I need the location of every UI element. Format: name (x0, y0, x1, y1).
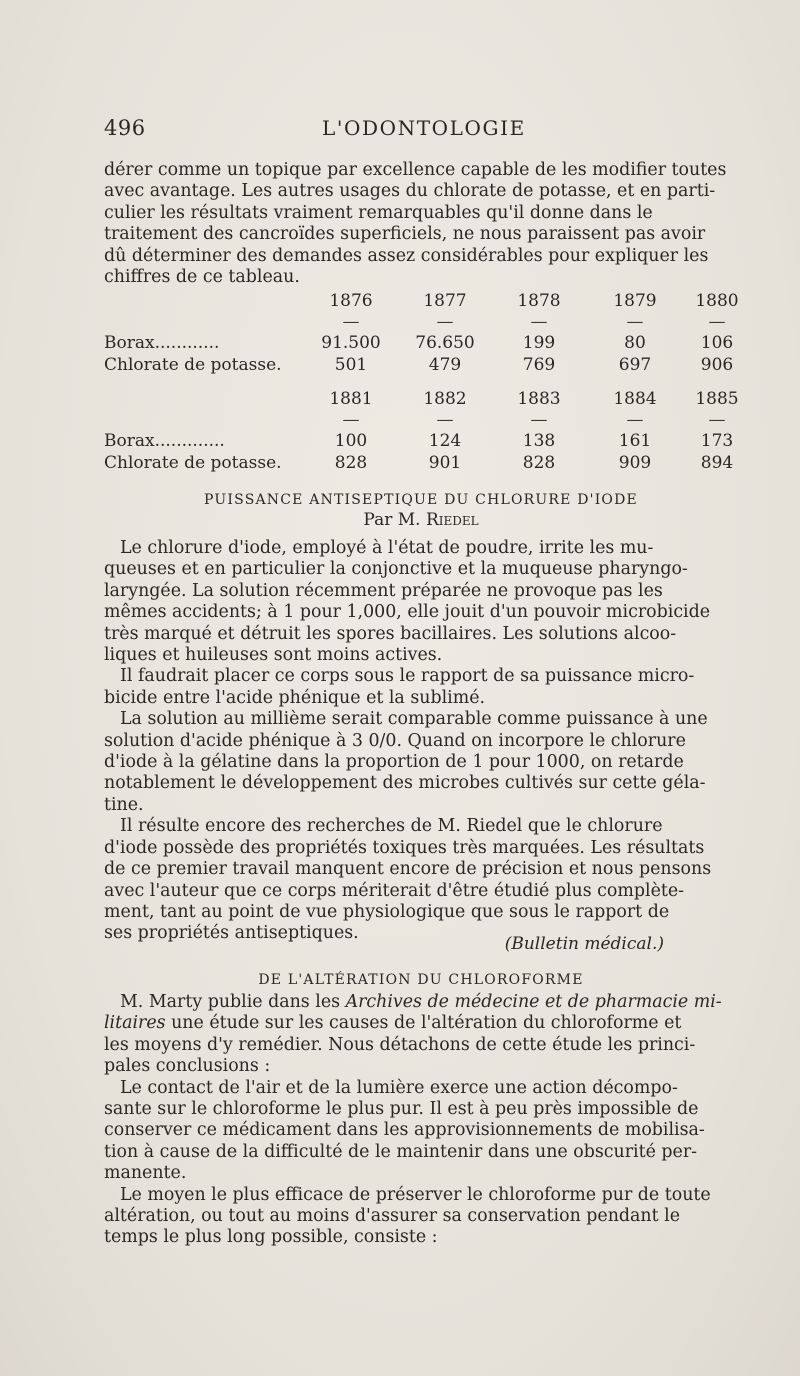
table-row (104, 332, 738, 354)
text-line: culier les résultats vraiment remarquables qu'il donne dans le (104, 202, 653, 223)
dash: — (342, 410, 360, 430)
year-header: 1884 (613, 389, 657, 409)
table-cell: 173 (700, 431, 734, 451)
dash-row (104, 410, 738, 430)
table-cell: 697 (618, 355, 652, 375)
table-cell: 828 (522, 453, 556, 473)
dash: — (708, 410, 726, 430)
table-cell: 479 (428, 355, 462, 375)
dash: — (436, 312, 454, 332)
year-header: 1885 (695, 389, 739, 409)
row-label: Chlorate de potasse. (104, 453, 282, 473)
year-header: 1879 (613, 291, 657, 311)
text-line: Le chlorure d'iode, employé à l'état de poudre, irrite les mu- (120, 538, 654, 558)
text-line: dû déterminer des demandes assez considérables pour expliquer les (104, 245, 709, 266)
journal-title: Archives de médecine et de pharmacie mi- (345, 992, 722, 1012)
section-title-chloroforme: DE L'ALTÉRATION DU CHLOROFORME (258, 972, 584, 988)
dash: — (626, 410, 644, 430)
text-line: laryngée. La solution récemment préparée ne provoque pas les (104, 580, 663, 601)
dash: — (436, 410, 454, 430)
table-cell: 80 (624, 333, 646, 353)
running-title: L'ODONTOLOGIE (322, 116, 526, 140)
text-line: d'iode possède des propriétés toxiques très marquées. Les résultats (104, 837, 705, 858)
text-line: manente. (104, 1163, 187, 1184)
table-cell: 106 (700, 333, 734, 353)
table-cell: 501 (334, 355, 368, 375)
text-line: chiffres de ce tableau. (104, 267, 300, 288)
text-line (104, 1013, 738, 1034)
journal-title-cont: litaires (104, 1013, 166, 1034)
text-line: notablement le développement des microbes cultivés sur cette géla- (104, 773, 706, 794)
text-line: temps le plus long possible, consiste : (104, 1227, 438, 1248)
text-line: les moyens d'y remédier. Nous détachons de cette étude les princi- (104, 1034, 696, 1055)
text-line: très marqué et détruit les spores bacillaires. Les solutions alcoo- (104, 623, 677, 644)
section1-body (104, 538, 738, 945)
table-header-row (104, 388, 738, 410)
year-header: 1883 (517, 389, 561, 409)
text-line: ses propriétés antiseptiques. (104, 923, 359, 944)
table-row (104, 452, 738, 474)
text-line: de ce premier travail manquent encore de précision et nous pensons (104, 859, 712, 880)
text-line: solution d'acide phénique à 3 0/0. Quand on incorpore le chlorure (104, 730, 686, 751)
text-line: ment, tant au point de vue physiologique que sous le rapport de (104, 901, 670, 922)
dash: — (530, 312, 548, 332)
year-header: 1876 (329, 291, 373, 311)
text-line: liques et huileuses sont moins actives. (104, 645, 443, 666)
text-line: pales conclusions : (104, 1056, 271, 1077)
table-cell: 901 (428, 453, 462, 473)
table-cell: 828 (334, 453, 368, 473)
table-cell: 909 (618, 453, 652, 473)
table-cell: 100 (334, 431, 368, 451)
text-line: La solution au millième serait comparable comme puissance à une (120, 709, 708, 730)
table-cell: 76.650 (415, 333, 475, 353)
table-cell: 91.500 (321, 333, 381, 353)
text-line: altération, ou tout au moins d'assurer sa conservation pendant le (104, 1206, 680, 1227)
text-line: d'iode à la gélatine dans la proportion de 1 pour 1000, on retarde (104, 752, 684, 773)
table-cell: 894 (700, 453, 734, 473)
text-line: tion à cause de la difficulté de le maintenir dans une obscurité per- (104, 1141, 698, 1162)
text-line: conserver ce médicament dans les approvisionnements de mobilisa- (104, 1120, 705, 1141)
section2-body (104, 992, 738, 1249)
intro-paragraph (104, 160, 738, 288)
text-line: sante sur le chloroforme le plus pur. Il est à peu près impossible de (104, 1099, 699, 1120)
table-cell: 138 (522, 431, 556, 451)
intro-rest: une étude sur les causes de l'altération du chloroforme et (165, 1013, 682, 1034)
text-line: mêmes accidents; à 1 pour 1,000, elle jouit d'un pouvoir microbicide (104, 602, 711, 623)
table-cell: 199 (522, 333, 556, 353)
year-header: 1882 (423, 389, 467, 409)
table-cell: 124 (428, 431, 462, 451)
section-title-chlorure-iode: PUISSANCE ANTISEPTIQUE DU CHLORURE D'IODE (204, 492, 638, 508)
text-line: avec l'auteur que ce corps mériterait d'être étudié plus complète- (104, 880, 685, 901)
text-line: dérer comme un topique par excellence capable de les modifier toutes (104, 160, 727, 180)
sales-table-1881-1885 (104, 388, 738, 474)
text-line: tine. (104, 794, 144, 815)
text-line: avec avantage. Les autres usages du chlorate de potasse, et en parti- (104, 181, 716, 202)
row-label: Borax............. (104, 431, 225, 451)
byline (104, 510, 738, 530)
table-header-row (104, 290, 738, 312)
source-citation: (Bulletin médical.) (504, 934, 664, 954)
dash: — (342, 312, 360, 332)
text-line (104, 992, 738, 1013)
sales-table-1876-1880 (104, 290, 738, 376)
year-header: 1880 (695, 291, 739, 311)
year-header: 1877 (423, 291, 467, 311)
text-line: Le contact de l'air et de la lumière exerce une action décompo- (120, 1077, 678, 1098)
table-cell: 769 (522, 355, 556, 375)
table-row (104, 354, 738, 376)
byline-prefix: Par M. (363, 510, 421, 530)
page-number: 496 (104, 116, 146, 140)
page-header (104, 116, 736, 144)
row-label: Borax............ (104, 333, 220, 353)
text-line: Il faudrait placer ce corps sous le rapport de sa puissance micro- (120, 666, 695, 687)
text-line: Il résulte encore des recherches de M. Riedel que le chlorure (120, 816, 663, 837)
text-line: queuses et en particulier la conjonctive et la muqueuse pharyngo- (104, 559, 688, 580)
dash: — (626, 312, 644, 332)
year-header: 1881 (329, 389, 373, 409)
author-name: Riedel (425, 510, 479, 530)
text-line: Le moyen le plus efficace de préserver le chloroforme pur de toute (120, 1184, 711, 1205)
table-row (104, 430, 738, 452)
row-label: Chlorate de potasse. (104, 355, 282, 375)
dash: — (530, 410, 548, 430)
dash-row (104, 312, 738, 332)
year-header: 1878 (517, 291, 561, 311)
text-line: traitement des cancroïdes superficiels, ne nous paraissent pas avoir (104, 224, 706, 245)
intro-prefix: M. Marty publie dans les (120, 992, 346, 1012)
table-cell: 161 (618, 431, 652, 451)
table-cell: 906 (700, 355, 734, 375)
dash: — (708, 312, 726, 332)
text-line: bicide entre l'acide phénique et la sublimé. (104, 687, 486, 708)
